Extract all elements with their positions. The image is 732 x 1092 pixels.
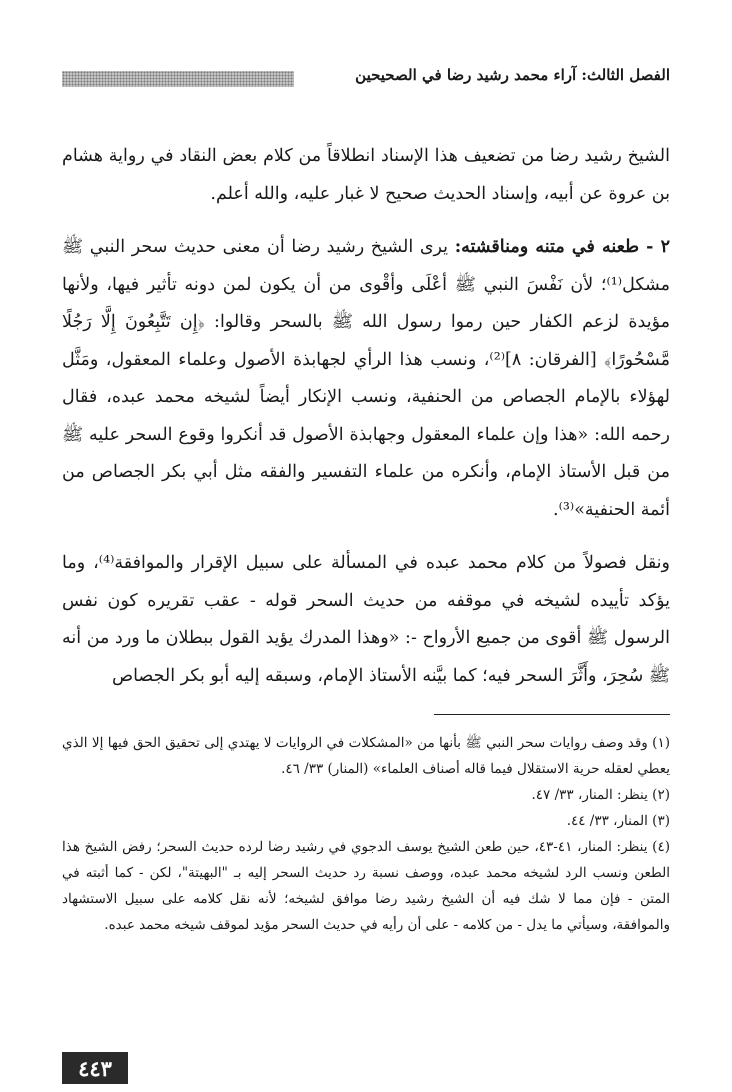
chapter-title: الفصل الثالث: آراء محمد رشيد رضا في الصحيحين	[355, 66, 670, 84]
footnote: (١) وقد وصف روايات سحر النبي ﷺ بأنها من «المشكلات في الروايات لا يهتدي إلى تحقيق الحق فيها إلا الذي يعطي لعقله حرية الاستقلال فيما قاله أصناف العلماء» (المنار) ٣٣/ ٤٦.	[62, 735, 670, 777]
footnote: (٣) المنار، ٣٣/ ٤٤.	[566, 813, 670, 829]
footnote: (٢) ينظر: المنار، ٣٣/ ٤٧.	[531, 787, 670, 803]
paragraph-text: الشيخ رشيد رضا من تضعيف هذا الإسناد انطلاقاً من كلام بعض النقاد في رواية هشام بن عروة عن أبيه، وإسناد الحديث صحيح لا غبار عليه، والله أعلم.	[62, 146, 670, 204]
paragraph	[62, 229, 670, 529]
running-header	[62, 62, 670, 96]
footnote-separator	[434, 714, 670, 715]
header-ornament	[62, 71, 294, 87]
paragraph	[62, 138, 670, 213]
page-number: ٤٤٣	[62, 1052, 128, 1084]
main-text	[62, 138, 670, 711]
paragraph-text: ونقل فصولاً من كلام محمد عبده في المسألة على سبيل الإقرار والموافقة⁽⁴⁾، وما يؤكد تأييده لشيخه في موقفه من حديث السحر قوله - عقب تقريره كون نفس الرسول ﷺ أقوى من جميع الأرواح -: «وهذا المدرك يؤيد القول ببطلان ما ورد من أنه ﷺ سُحِرَ، وأَثَّرَ السحر فيه؛ كما بيَّنه الأستاذ الإمام، وسبقه إليه أبو بكر الجصاص	[62, 553, 670, 686]
paragraph	[62, 545, 670, 695]
footnotes	[62, 730, 670, 938]
section-heading: ٢ - طعنه في متنه ومناقشته:	[454, 237, 670, 257]
paragraph-text: يرى الشيخ رشيد رضا أن معنى حديث سحر النبي ﷺ مشكل⁽¹⁾؛ لأن نَفْسَ النبي ﷺ أعْلَى وأقْوى من أن يكون لمن دونه تأثير فيها، ولأنها مؤيدة لزعم الكفار حين رموا رسول الله ﷺ بالسحر وقالوا: ﴿إِن تَتَّبِعُونَ إِلَّا رَجُلًا مَّسْحُورًا﴾ [الفرقان: ٨]⁽²⁾، ونسب هذا الرأي لجهابذة الأصول وعلماء المعقول، ومَثَّل لهؤلاء بالإمام الجصاص من الحنفية، ونسب الإنكار أيضاً لشيخه محمد عبده، فقال رحمه الله: «هذا وإن علماء المعقول وجهابذة الأصول قد أنكروا وقوع السحر عليه ﷺ من قبل الأستاذ الإمام، وأنكره من علماء التفسير والفقه مثل أبي بكر الجصاص من أئمة الحنفية»⁽³⁾.	[62, 237, 670, 520]
footnote: (٤) ينظر: المنار، ٤١-٤٣، حين طعن الشيخ يوسف الدجوي في رشيد رضا لرده حديث السحر؛ رفض الشيخ هذا الطعن ونسب الرد لشيخه محمد عبده، ووصف نسبة رد حديث السحر إليه بـ "البهيتة"، لكن - كما أثبته في المتن - فإن مما لا شك فيه أن الشيخ رشيد رضا موافق لشيخه؛ لأنه نقل كلامه على سبيل الاستشهاد والموافقة، وسيأتي ما يدل - من كلامه - على أن رأيه في حديث السحر مؤيد لموقف شيخه محمد عبده.	[62, 839, 670, 933]
